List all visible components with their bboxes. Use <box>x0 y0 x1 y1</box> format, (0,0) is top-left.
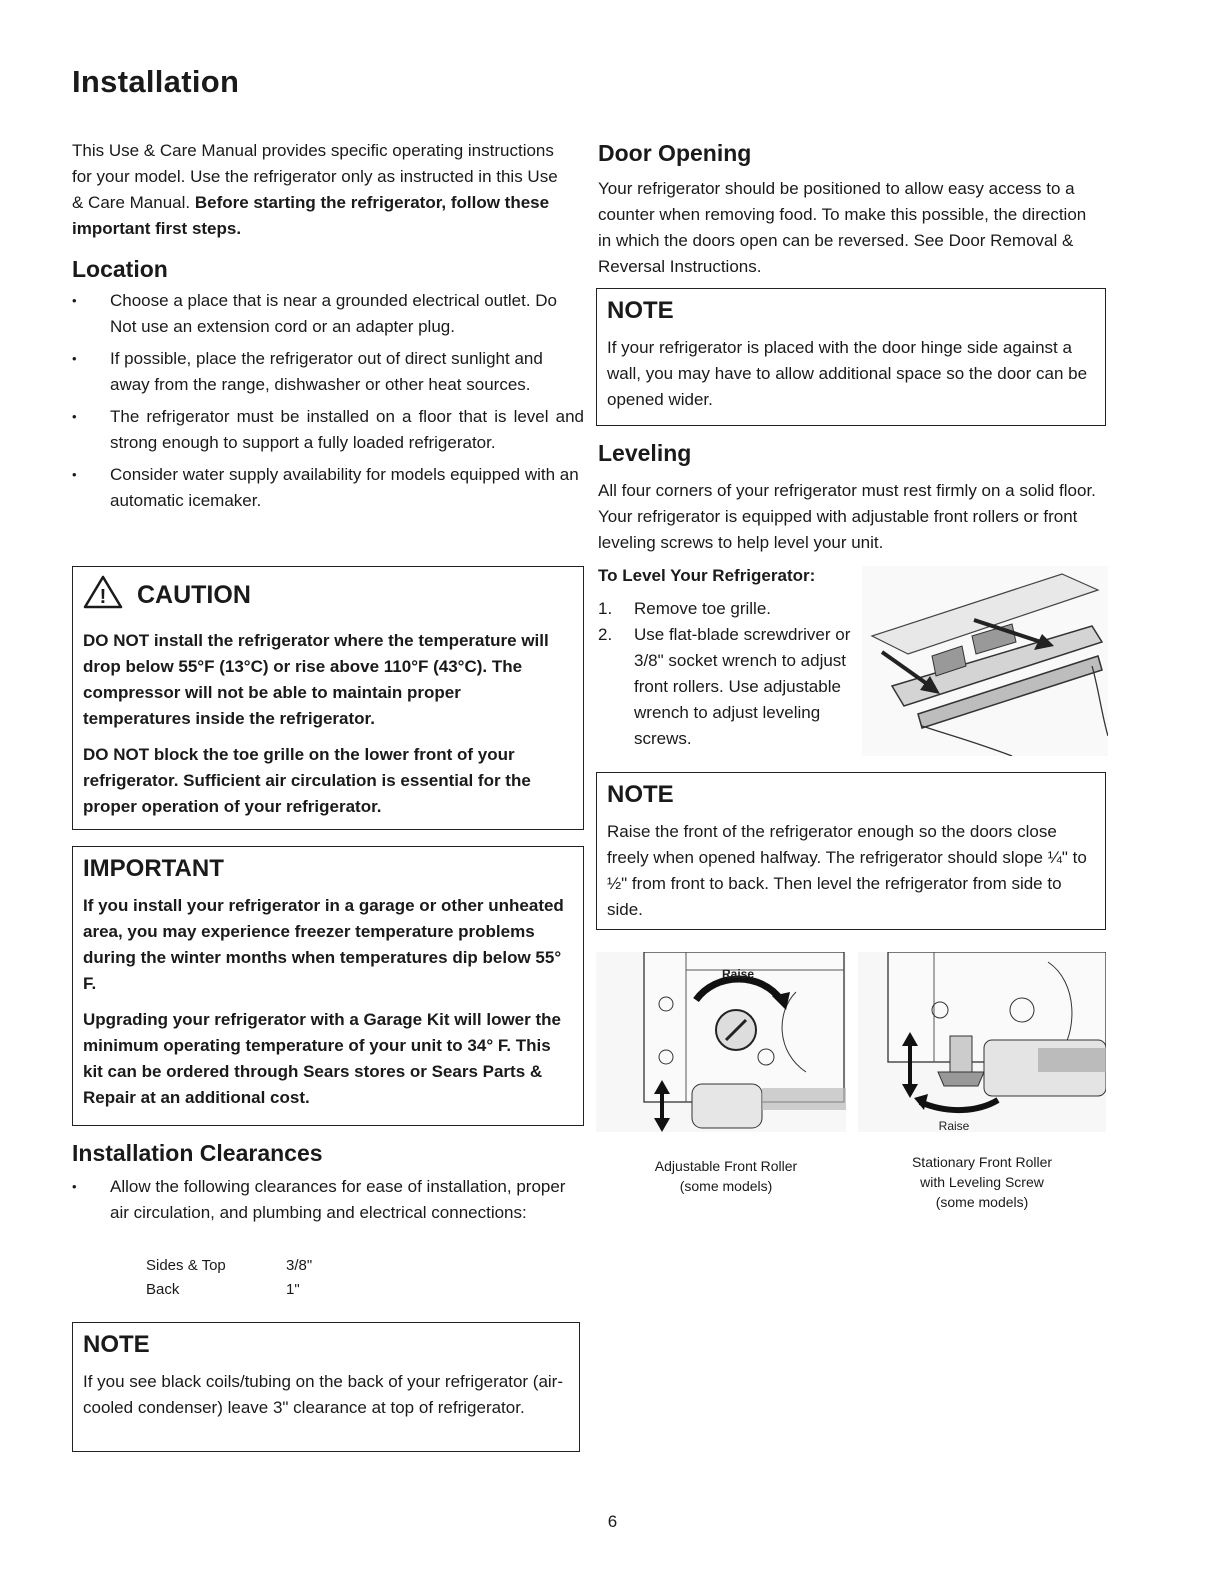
intro-text: This Use & Care Manual provides specific operating instructions for your model. Use the refrigerator only as instructed in this Use & Care Manual. <box>72 141 558 212</box>
adjustable-roller-illustration <box>596 952 846 1132</box>
important-title: IMPORTANT <box>83 855 224 882</box>
caution-paragraph: DO NOT block the toe grille on the lower front of your refrigerator. Sufficient air circulation is essential for the proper operation of your refrigerator. <box>83 745 531 816</box>
warning-triangle-icon <box>83 575 123 616</box>
list-item: • Consider water supply availability for models equipped with an automatic icemaker. <box>72 462 584 514</box>
caution-paragraph: DO NOT install the refrigerator where the temperature will drop below 55°F (13°C) or rise above 110°F (43°C). The compressor will not be able to maintain proper temperatures inside the refrigerator. <box>83 631 549 728</box>
note-text: If you see black coils/tubing on the back of your refrigerator (air-cooled condenser) leave 3" clearance at top of refrigerator. <box>83 1372 564 1417</box>
note-hinge-box <box>596 288 1106 426</box>
page-number: 6 <box>607 1512 618 1531</box>
table-cell-label: Back <box>146 1281 180 1298</box>
roller-caption <box>626 1156 826 1196</box>
location-list <box>72 288 584 520</box>
door-opening-text: Your refrigerator should be positioned to allow easy access to a counter when removing food. To make this possible, the direction in which the doors open can be reversed. See Door Removal & Reversal Instructions. <box>598 179 1087 276</box>
table-row <box>146 1278 312 1302</box>
list-item: • If possible, place the refrigerator out of direct sunlight and away from the range, dishwasher or other heat sources. <box>72 346 584 398</box>
raise-label: Raise <box>938 1119 970 1132</box>
page-title: Installation <box>72 64 240 99</box>
table-row <box>146 1254 312 1278</box>
step-text: Remove toe grille. <box>634 599 772 618</box>
caption-line: Stationary Front Roller <box>911 1154 1053 1170</box>
important-paragraph: If you install your refrigerator in a garage or other unheated area, you may experience freezer temperature problems during the winter months when temperatures dip below 55° F. <box>83 896 564 993</box>
caption-line: (some models) <box>679 1178 773 1194</box>
raise-label: Raise <box>721 967 755 981</box>
door-opening-heading: Door Opening <box>598 140 752 166</box>
intro-bold-text: Before starting the refrigerator, follow these important first steps. <box>72 193 550 238</box>
location-heading: Location <box>72 256 168 282</box>
step-number: 2. <box>598 625 613 644</box>
list-item <box>598 622 860 752</box>
caution-title: CAUTION <box>137 581 251 609</box>
caption-line: with Leveling Screw <box>920 1174 1044 1190</box>
list-item: • The refrigerator must be installed on a floor that is level and strong enough to support a fully loaded refrigerator. <box>72 404 584 456</box>
clearances-list <box>72 1174 584 1232</box>
note-text: Raise the front of the refrigerator enough so the doors close freely when opened halfway. The refrigerator should slope ¼" to ½" from front to back. Then level the refrigerator from side to side. <box>607 822 1087 919</box>
leveling-screw-illustration <box>858 952 1106 1132</box>
step-number: 1. <box>598 599 613 618</box>
leveling-text: All four corners of your refrigerator must rest firmly on a solid floor. Your refrigerator is equipped with adjustable front rollers or front leveling screws to help level your unit. <box>598 481 1096 552</box>
note-title: NOTE <box>83 1331 150 1358</box>
clearances-heading: Installation Clearances <box>72 1140 323 1166</box>
caution-box <box>72 566 584 830</box>
note-title: NOTE <box>607 297 674 324</box>
list-item: • Allow the following clearances for ease of installation, proper air circulation, and plumbing and electrical connections: <box>72 1174 584 1226</box>
important-paragraph: Upgrading your refrigerator with a Garage Kit will lower the minimum operating temperature of your unit to 34° F. This kit can be ordered through Sears stores or Sears Parts & Repair at an additional cost. <box>83 1010 561 1107</box>
toe-grille-illustration <box>862 566 1108 756</box>
important-box <box>72 846 584 1126</box>
screw-caption <box>872 1152 1092 1212</box>
leveling-steps <box>598 596 860 752</box>
table-cell-label: Sides & Top <box>146 1257 226 1274</box>
note-text: If your refrigerator is placed with the door hinge side against a wall, you may have to allow additional space so the door can be opened wider. <box>607 338 1088 409</box>
list-item <box>598 596 860 622</box>
intro-paragraph <box>72 138 572 242</box>
table-cell-value: 1" <box>286 1281 300 1298</box>
leveling-heading: Leveling <box>598 440 692 466</box>
leveling-subheading: To Level Your Refrigerator: <box>598 566 816 585</box>
svg-text:!: ! <box>99 586 107 608</box>
list-item: • Choose a place that is near a grounded electrical outlet. Do Not use an extension cord or an adapter plug. <box>72 288 584 340</box>
caption-line: Adjustable Front Roller <box>654 1158 798 1174</box>
table-cell-value: 3/8" <box>286 1257 313 1274</box>
step-text: Use flat-blade screwdriver or 3/8" socket wrench to adjust front rollers. Use adjustable wrench to adjust leveling screws. <box>634 625 851 748</box>
caption-line: (some models) <box>935 1194 1029 1210</box>
note-condenser-box <box>72 1322 580 1452</box>
note-raise-box <box>596 772 1106 930</box>
caution-header <box>83 575 573 616</box>
clearances-table <box>146 1254 312 1302</box>
note-title: NOTE <box>607 781 674 808</box>
